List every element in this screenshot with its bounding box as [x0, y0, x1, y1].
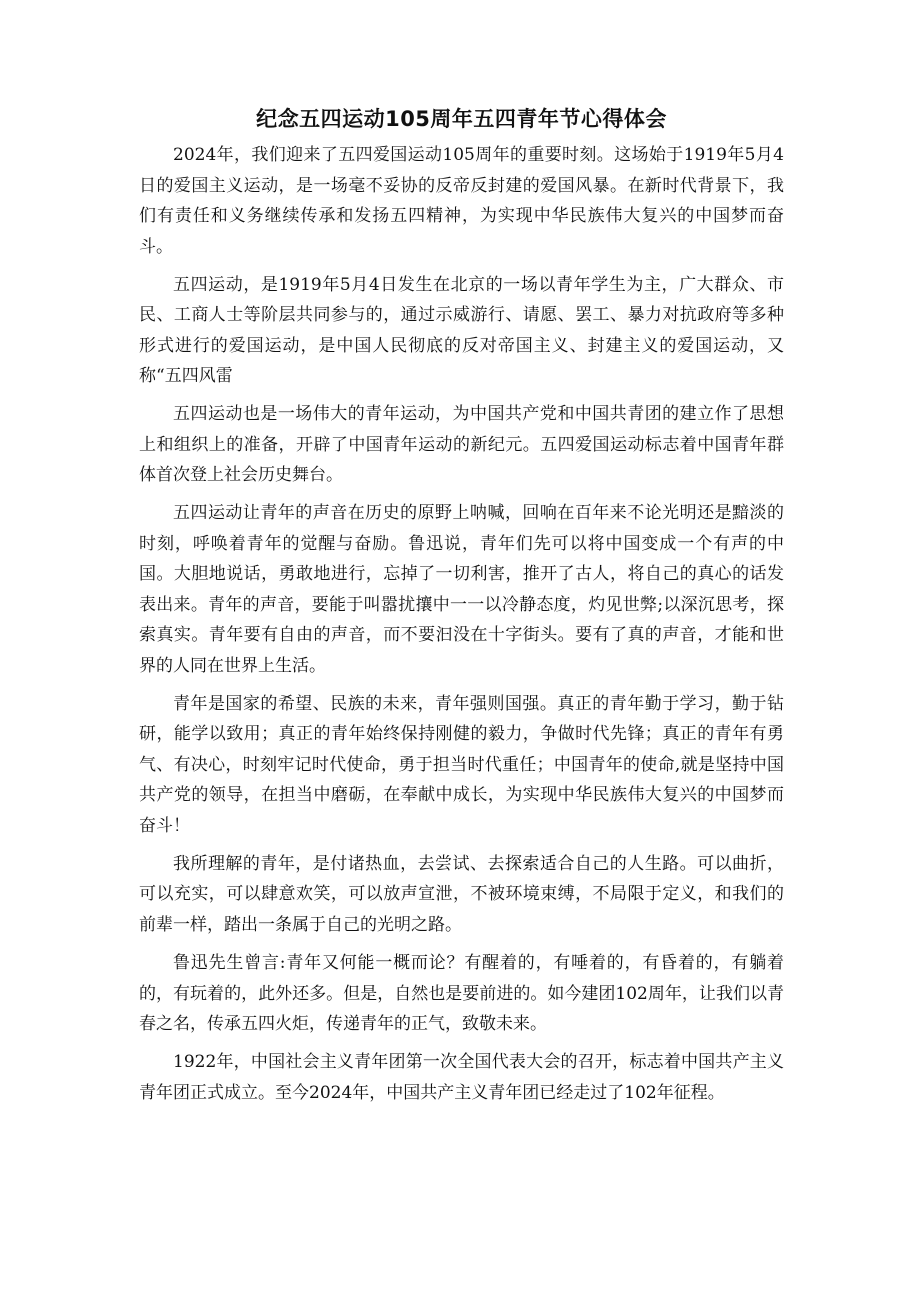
paragraph-7: 鲁迅先生曾言:青年又何能一概而论？有醒着的，有唾着的，有昏着的，有躺着的，有玩着的，此外还多。但是，自然也是要前进的。如今建团102周年，让我们以青春之名，传承五四火炬，传递青年的正气，致敬未来。 [139, 953, 784, 1035]
document-page [139, 104, 784, 1116]
paragraph-6: 我所理解的青年，是付诸热血，去尝试、去探索适合自己的人生路。可以曲折，可以充实，可以肆意欢笑，可以放声宣泄，不被环境束缚，不局限于定义，和我们的前辈一样，踏出一条属于自己的光明之路。 [139, 853, 784, 935]
paragraph-1: 2024年，我们迎来了五四爱国运动105周年的重要时刻。这场始于1919年5月4日的爱国主义运动，是一场毫不妥协的反帝反封建的爱国风暴。在新时代背景下，我们有责任和义务继续传承和发扬五四精神，为实现中华民族伟大复兴的中国梦而奋斗。 [139, 145, 784, 257]
paragraph-5: 青年是国家的希望、民族的未来，青年强则国强。真正的青年勤于学习，勤于钻研，能学以致用；真正的青年始终保持刚健的毅力，争做时代先锋；真正的青年有勇气、有决心，时刻牢记时代使命，勇于担当时代重任；中国青年的使命,就是坚持中国共产党的领导，在担当中磨砺，在奉献中成长，为实现中华民族伟大复兴的中国梦而奋斗！ [139, 693, 784, 836]
paragraph-3: 五四运动也是一场伟大的青年运动，为中国共产党和中国共青团的建立作了思想上和组织上的准备，开辟了中国青年运动的新纪元。五四爱国运动标志着中国青年群体首次登上社会历史舞台。 [139, 404, 784, 486]
paragraph-8: 1922年，中国社会主义青年团第一次全国代表大会的召开，标志着中国共产主义青年团正式成立。至今2024年，中国共产主义青年团已经走过了102年征程。 [139, 1052, 784, 1103]
document-title: 纪念五四运动105周年五四青年节心得体会 [256, 107, 667, 131]
paragraph-2: 五四运动，是1919年5月4日发生在北京的一场以青年学生为主，广大群众、市民、工商人士等阶层共同参与的，通过示威游行、请愿、罢工、暴力对抗政府等多种形式进行的爱国运动，是中国人民彻底的反对帝国主义、封建主义的爱国运动，又称“五四风雷 [139, 274, 784, 387]
paragraph-4: 五四运动让青年的声音在历史的原野上呐喊，回响在百年来不论光明还是黯淡的时刻，呼唤着青年的觉醒与奋励。鲁迅说，青年们先可以将中国变成一个有声的中国。大胆地说话，勇敢地进行，忘掉了一切利害，推开了古人，将自己的真心的话发表出来。青年的声音，要能于叫嚣扰攘中一一以冷静态度，灼见世弊;以深沉思考，探索真实。青年要有自由的声音，而不要汩没在十字街头。要有了真的声音，才能和世界的人同在世界上生活。 [139, 503, 784, 676]
